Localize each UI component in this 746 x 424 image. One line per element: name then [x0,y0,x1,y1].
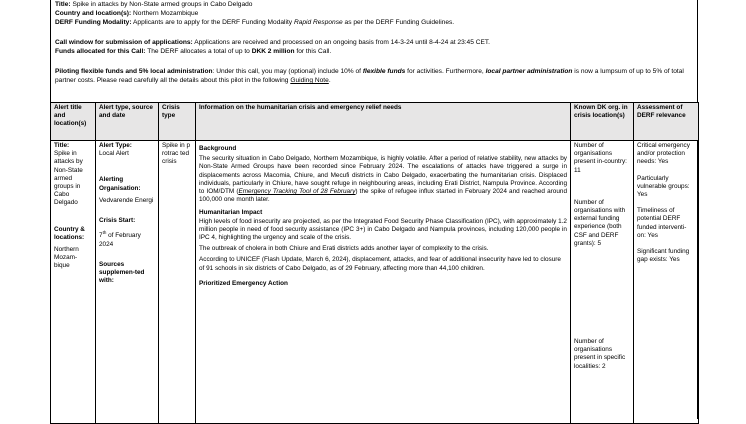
header-pilot-end: . [328,77,331,84]
cell-crisis-start-label: Crisis Start: [99,217,136,225]
header-pilot-local: local partner [485,68,526,75]
known-org-item-2: Number of organisations with external funding experience (both CSF and DERF grants): 5 [574,198,626,247]
cell-sources-label: Sources supplemen-ted with: [99,260,145,285]
header-modality-label: DERF Funding Modality: [55,19,132,26]
col-header-alert-type: Alert type, source and date [96,103,159,141]
assessment-item-3: Timeliness of potential DERF funded interventi-on: Yes [637,207,687,239]
guiding-note-link[interactable]: Guiding Note [290,77,329,84]
header-pilot-label: Piloting flexible funds and 5% local administration [55,68,213,75]
header-modality-italic: Rapid Response [293,19,343,26]
priority-heading: Prioritized Emergency Action [199,279,288,287]
cell-title-label: Title: [54,142,70,149]
header-funds-bold: DKK 2 million [251,48,295,55]
table-header-row [51,103,699,141]
header-pilot-paragraph [55,67,695,85]
cell-alerting-org-value: Vedvarende Energi [99,196,154,204]
header-modality-pre: Applicants are to apply for the DERF Funding Modality [133,19,294,26]
header-title-label: Title: [55,1,71,8]
header-title-line [55,0,695,9]
known-org-item-3: Number of organisations present in specific localities: 2 [574,338,626,370]
header-country-label: Country and location(s): [55,10,132,17]
header-pilot-pre: : Under this call, you may (optional) include 10% of [212,68,363,75]
cell-alert-title [51,141,96,424]
header-pilot-post: is now a lumpsum of up to 5% of total partner costs. Please read carefully all the details about this pilot in the following [55,68,684,84]
impact-paragraph-1: High levels of food insecurity are projected, as per the Integrated Food Security Phase Classification (IPC), with approximately 1.2 million people in need of food security assistance (IPC 3+) in Cabo Delgado and Nampula provinces, including 120,000 people in IPC 4, highlighting the urgency and scale of the crisis. [199,217,567,242]
header-modality-line [55,18,695,27]
header-country-line [55,9,695,18]
alert-table [50,102,699,424]
cell-alert-type-value: Local Alert [99,150,129,158]
header-funds-label: Funds allocated for this Call: [55,48,146,55]
header-funds-pre: The DERF allocates a total of up to [147,48,252,55]
col-header-crisis-type: Crisis type [159,103,196,141]
known-org-item-1: Number of organisations present in-country: 11 [574,142,627,174]
header-country-value: Northern Mozambique [133,10,199,17]
impact-paragraph-2: The outbreak of cholera in both Chiure and Erati districts adds another layer of complexity to the crisis. [199,245,489,253]
cell-assessment [634,141,699,424]
header-pilot-admin: administration [526,68,573,75]
cell-alerting-org-label: Alerting Organisation: [99,176,141,192]
document-page [50,0,698,419]
header-title-value: Spike in attacks by Non-State armed groups in Cabo Delgado [72,1,253,8]
cell-known-dk-org [571,141,634,424]
assessment-item-4: Significant funding gap exists: Yes [637,248,690,264]
cell-crisis-type-value: Spike in protrac ted crisis [162,142,191,166]
col-header-alert-title: Alert title and location(s) [51,103,96,141]
impact-paragraph-3: According to UNICEF (Flash Update, March 6, 2024), displacement, attacks, and fear of additional insecurity have led to closure of 91 schools in six districts of Cabo Delgado, as of 29 February, affecting more than 44,100 children. [199,256,561,272]
cell-title-value: Spike in attacks by Non-State armed groups in Cabo Delgado [54,150,83,207]
header-pilot-mid: for activities. Furthermore, [405,68,486,75]
col-header-assessment: Assessment of DERF relevance [634,103,699,141]
background-heading: Background [199,145,237,152]
header-funds-line [55,47,695,56]
cell-country-label: Country & locations: [54,225,85,241]
cell-crisis-type [159,141,196,424]
header-funds-post: for this Call. [294,48,332,55]
cell-information [196,141,571,424]
cell-alert-type [96,141,159,424]
impact-heading: Humanitarian Impact [199,209,263,217]
header-modality-post: as per the DERF Funding Guidelines. [342,19,455,26]
background-paragraph: The security situation in Cabo Delgado, Northern Mozambique, is highly volatile. After a period of relative stability, new attacks by Non-State Armed Groups have been recorded since February 2024. The escalations of attacks have triggered a surge in displacements across Macomia, Chiure, and Mecufi districts in Cabo Delgado, exacerbating the humanitarian crisis. Displaced individuals, particularly in Chiure, have sought refuge in neighbouring areas, including Erati District, Nampula Province. According to IOM/DTM (Emergency Tracking Tool of 28 February) the spike of refugee influx started in February 2024 and reached around 100,000 one month later. [199,155,567,204]
header-call-window-label: Call window for submission of applications: [55,39,193,46]
emergency-tracking-link[interactable]: Emergency Tracking Tool of 28 February [238,188,356,196]
header-call-window-line [55,38,695,47]
assessment-item-2: Particularly vulnerable groups: Yes [637,174,690,199]
col-header-information: Information on the humanitarian crisis and emergency relief needs [196,103,571,141]
header-call-window-value: Applications are received and processed on an ongoing basis from 14-3-24 until 8-4-24 at 23:45 CET. [194,39,491,46]
header-pilot-flex: flexible funds [362,68,406,75]
cell-alert-type-label: Alert Type: [99,142,132,149]
assessment-item-1: Critical emergency and/or protection needs: Yes [637,142,690,166]
cell-country-value: Northern Mozam-bique [54,246,79,270]
table-row [51,141,699,424]
cell-crisis-start-value: 7th of February 2024 [99,230,141,248]
col-header-known-dk-org: Known DK org. in crisis location(s) [571,103,634,141]
